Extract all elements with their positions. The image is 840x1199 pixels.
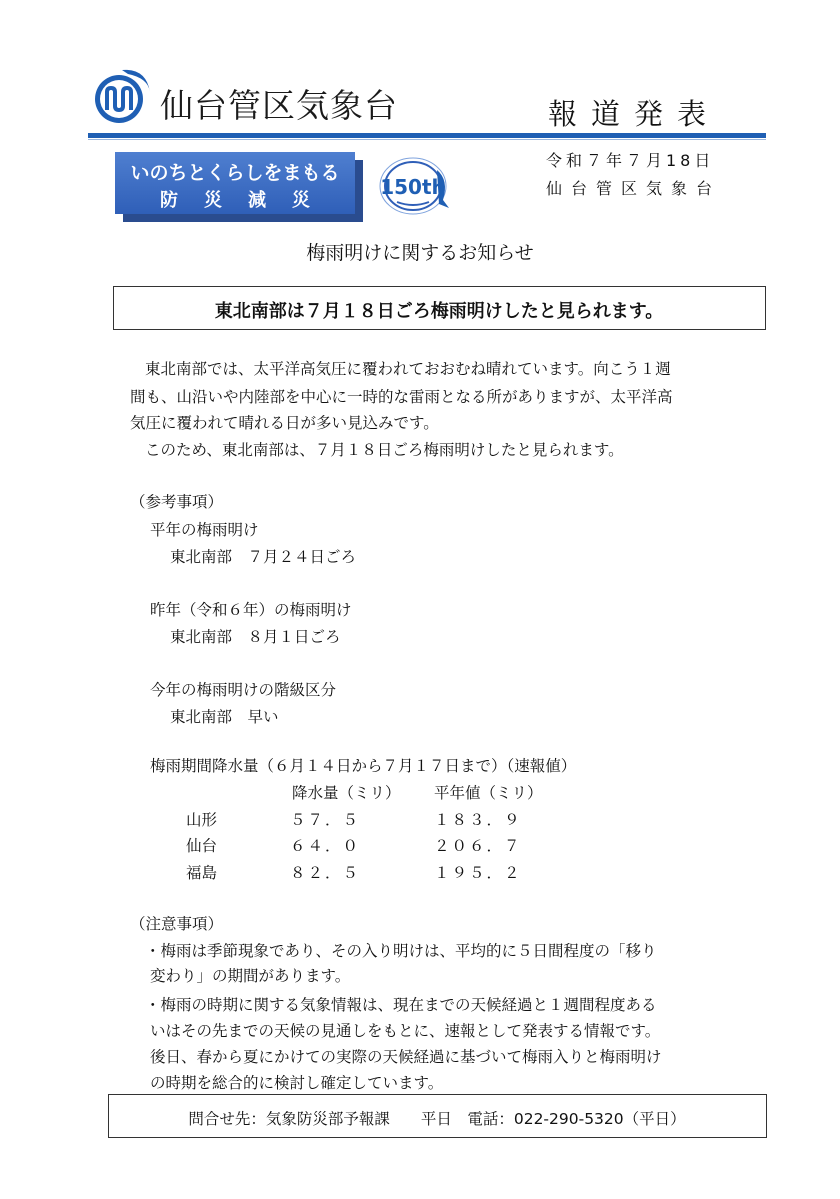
note-line: ・梅雨の時期に関する気象情報は、現在までの天候経過と１週間程度ある xyxy=(145,996,657,1014)
table-row-normal: １８３．９ xyxy=(434,811,522,829)
table-row-normal: ２０６．７ xyxy=(434,837,522,855)
column-header-amount: 降水量（ミリ） xyxy=(292,784,401,802)
contact-info: 問合せ先：気象防災部予報課 平日 電話：022-290-5320（平日） xyxy=(188,1110,686,1128)
table-row-normal: １９５．２ xyxy=(434,864,522,882)
class-label: 今年の梅雨明けの階級区分 xyxy=(150,681,337,699)
headline-box xyxy=(113,286,766,330)
headline-text: 東北南部は７月１８日ごろ梅雨明けしたと見られます。 xyxy=(214,301,664,322)
disaster-prevention-banner xyxy=(115,152,355,214)
note-line: ・梅雨は季節現象であり、その入り明けは、平均的に５日間程度の「移り xyxy=(145,942,657,960)
table-row-amount: ８２．５ xyxy=(290,864,361,882)
header-divider-thin xyxy=(88,139,766,140)
release-date: 令和７年７月18日 xyxy=(546,151,715,170)
release-organization: 仙台管区気象台 xyxy=(546,179,722,198)
body-paragraph-line: 気圧に覆われて晴れる日が多い見込みです。 xyxy=(130,414,439,432)
table-row-city: 仙台 xyxy=(186,837,218,855)
note-line: の時期を総合的に検討し確定しています。 xyxy=(150,1074,444,1092)
normal-end-value: 東北南部 ７月２４日ごろ xyxy=(170,548,357,566)
body-conclusion: このため、東北南部は、７月１８日ごろ梅雨明けしたと見られます。 xyxy=(145,441,624,459)
note-line: いはその先までの天候の見通しをもとに、速報として発表する情報です。 xyxy=(150,1022,661,1040)
banner-subtitle: 防災減災 xyxy=(160,190,336,211)
press-release-label: 報道発表 xyxy=(548,97,721,131)
last-year-end-label: 昨年（令和６年）の梅雨明け xyxy=(150,601,352,619)
table-row-amount: ５７．５ xyxy=(290,811,361,829)
column-header-normal: 平年値（ミリ） xyxy=(434,784,543,802)
emblem-label: 150th xyxy=(380,175,446,199)
table-row-city: 福島 xyxy=(186,864,218,882)
normal-end-label: 平年の梅雨明け xyxy=(150,521,259,539)
rainfall-heading: 梅雨期間降水量（６月１４日から７月１７日まで）（速報値） xyxy=(150,757,577,775)
table-row-city: 山形 xyxy=(186,811,218,829)
weather-service-150th-emblem-icon xyxy=(375,150,457,216)
jma-logo-icon xyxy=(88,66,154,128)
org-name: 仙台管区気象台 xyxy=(160,86,398,125)
document-title: 梅雨明けに関するお知らせ xyxy=(306,242,534,264)
reference-heading: （参考事項） xyxy=(130,493,224,511)
table-row-amount: ６４．０ xyxy=(290,837,361,855)
banner-slogan: いのちとくらしをまもる xyxy=(130,162,340,184)
class-value: 東北南部 早い xyxy=(170,708,279,726)
header-divider xyxy=(88,133,766,138)
contact-box xyxy=(108,1094,767,1138)
body-paragraph-line: 間も、山沿いや内陸部を中心に一時的な雷雨となる所がありますが、太平洋高 xyxy=(130,388,673,406)
notes-heading: （注意事項） xyxy=(130,915,224,933)
body-paragraph-line: 東北南部では、太平洋高気圧に覆われておおむね晴れています。向こう１週 xyxy=(145,360,671,378)
note-line: 変わり」の期間があります。 xyxy=(150,967,351,985)
last-year-end-value: 東北南部 ８月１日ごろ xyxy=(170,628,341,646)
note-line: 後日、春から夏にかけての実際の天候経過に基づいて梅雨入りと梅雨明け xyxy=(150,1048,662,1066)
